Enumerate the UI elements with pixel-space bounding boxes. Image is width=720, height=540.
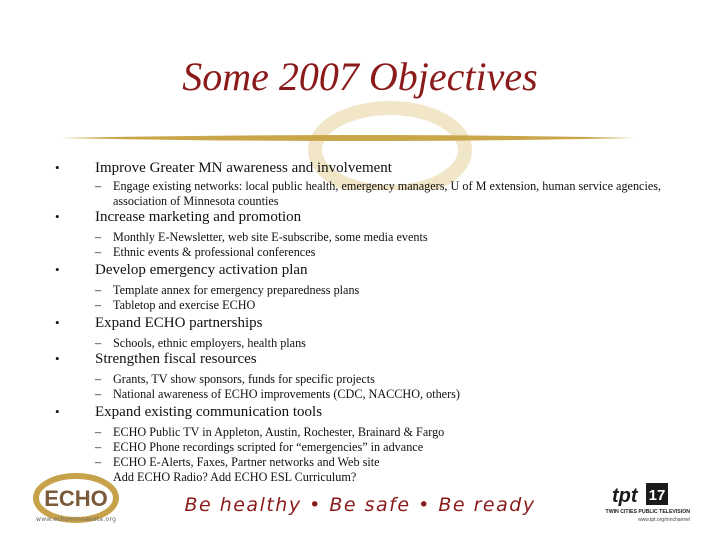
- dash-icon: –: [95, 336, 102, 350]
- tpt-name: TWIN CITIES PUBLIC TELEVISION: [605, 509, 690, 515]
- dash-icon: –: [95, 179, 102, 193]
- tpt-logo: [540, 480, 690, 530]
- echo-logo-text: ECHO: [44, 486, 108, 511]
- objective-text: Expand existing communication tools: [95, 404, 323, 420]
- objective-item: [55, 313, 695, 351]
- sub-item: – Template annex for emergency preparedness plans: [95, 283, 360, 297]
- tpt-logo-text: tpt: [612, 485, 638, 507]
- objective-text: Strengthen fiscal resources: [95, 351, 257, 367]
- dash-icon: –: [95, 245, 102, 259]
- sub-item: – ECHO Public TV in Appleton, Austin, Rochester, Brainard & Fargo: [95, 425, 445, 439]
- objective-item: [55, 207, 695, 260]
- objective-item: [55, 402, 695, 485]
- bullet-icon: •: [55, 404, 60, 419]
- slide-title: Some 2007 Objectives: [182, 54, 538, 99]
- echo-url: www.echominnesota.org: [36, 516, 117, 523]
- footer-tagline: Be healthy • Be safe • Be ready: [184, 494, 536, 516]
- sub-item: – Tabletop and exercise ECHO: [95, 298, 256, 312]
- dash-icon: –: [95, 298, 102, 312]
- objective-text: Increase marketing and promotion: [95, 209, 302, 225]
- sub-item: – Schools, ethnic employers, health plans: [95, 336, 306, 350]
- sub-item: – ECHO E-Alerts, Faxes, Partner networks and Web site: [95, 455, 380, 469]
- dash-icon: –: [95, 283, 102, 297]
- tpt-url: www.tpt.org/mnchannel: [638, 517, 690, 523]
- sub-item: – Engage existing networks: local public health, emergency managers, U of M extension, human service agencies, association of Minnesota counties: [95, 179, 662, 208]
- tpt-channel-number: 17: [648, 487, 666, 504]
- sub-item: – ECHO Phone recordings scripted for “emergencies” in advance: [95, 440, 424, 454]
- bullet-icon: •: [55, 262, 60, 277]
- sub-item: – Ethnic events & professional conferences: [95, 245, 316, 259]
- bullet-icon: •: [55, 160, 60, 175]
- sub-item: – Monthly E-Newsletter, web site E-subscribe, some media events: [95, 230, 428, 244]
- dash-icon: –: [95, 387, 102, 401]
- sub-item: – Grants, TV show sponsors, funds for specific projects: [95, 372, 375, 386]
- dash-icon: –: [95, 230, 102, 244]
- objective-text: Improve Greater MN awareness and involvement: [95, 160, 392, 176]
- objective-text: Expand ECHO partnerships: [95, 315, 263, 331]
- dash-icon: –: [95, 372, 102, 386]
- sub-item: – Add ECHO Radio? Add ECHO ESL Curriculum?: [95, 470, 357, 484]
- bullet-icon: •: [55, 351, 60, 366]
- bullet-icon: •: [55, 209, 60, 224]
- sub-item: – National awareness of ECHO improvements (CDC, NACCHO, others): [95, 387, 460, 401]
- objective-item: [55, 260, 695, 313]
- objective-text: Develop emergency activation plan: [95, 262, 308, 278]
- bullet-icon: •: [55, 315, 60, 330]
- objective-item: [55, 158, 695, 209]
- dash-icon: –: [95, 440, 102, 454]
- dash-icon: –: [95, 455, 102, 469]
- objective-item: [55, 349, 695, 402]
- dash-icon: –: [95, 470, 102, 484]
- dash-icon: –: [95, 425, 102, 439]
